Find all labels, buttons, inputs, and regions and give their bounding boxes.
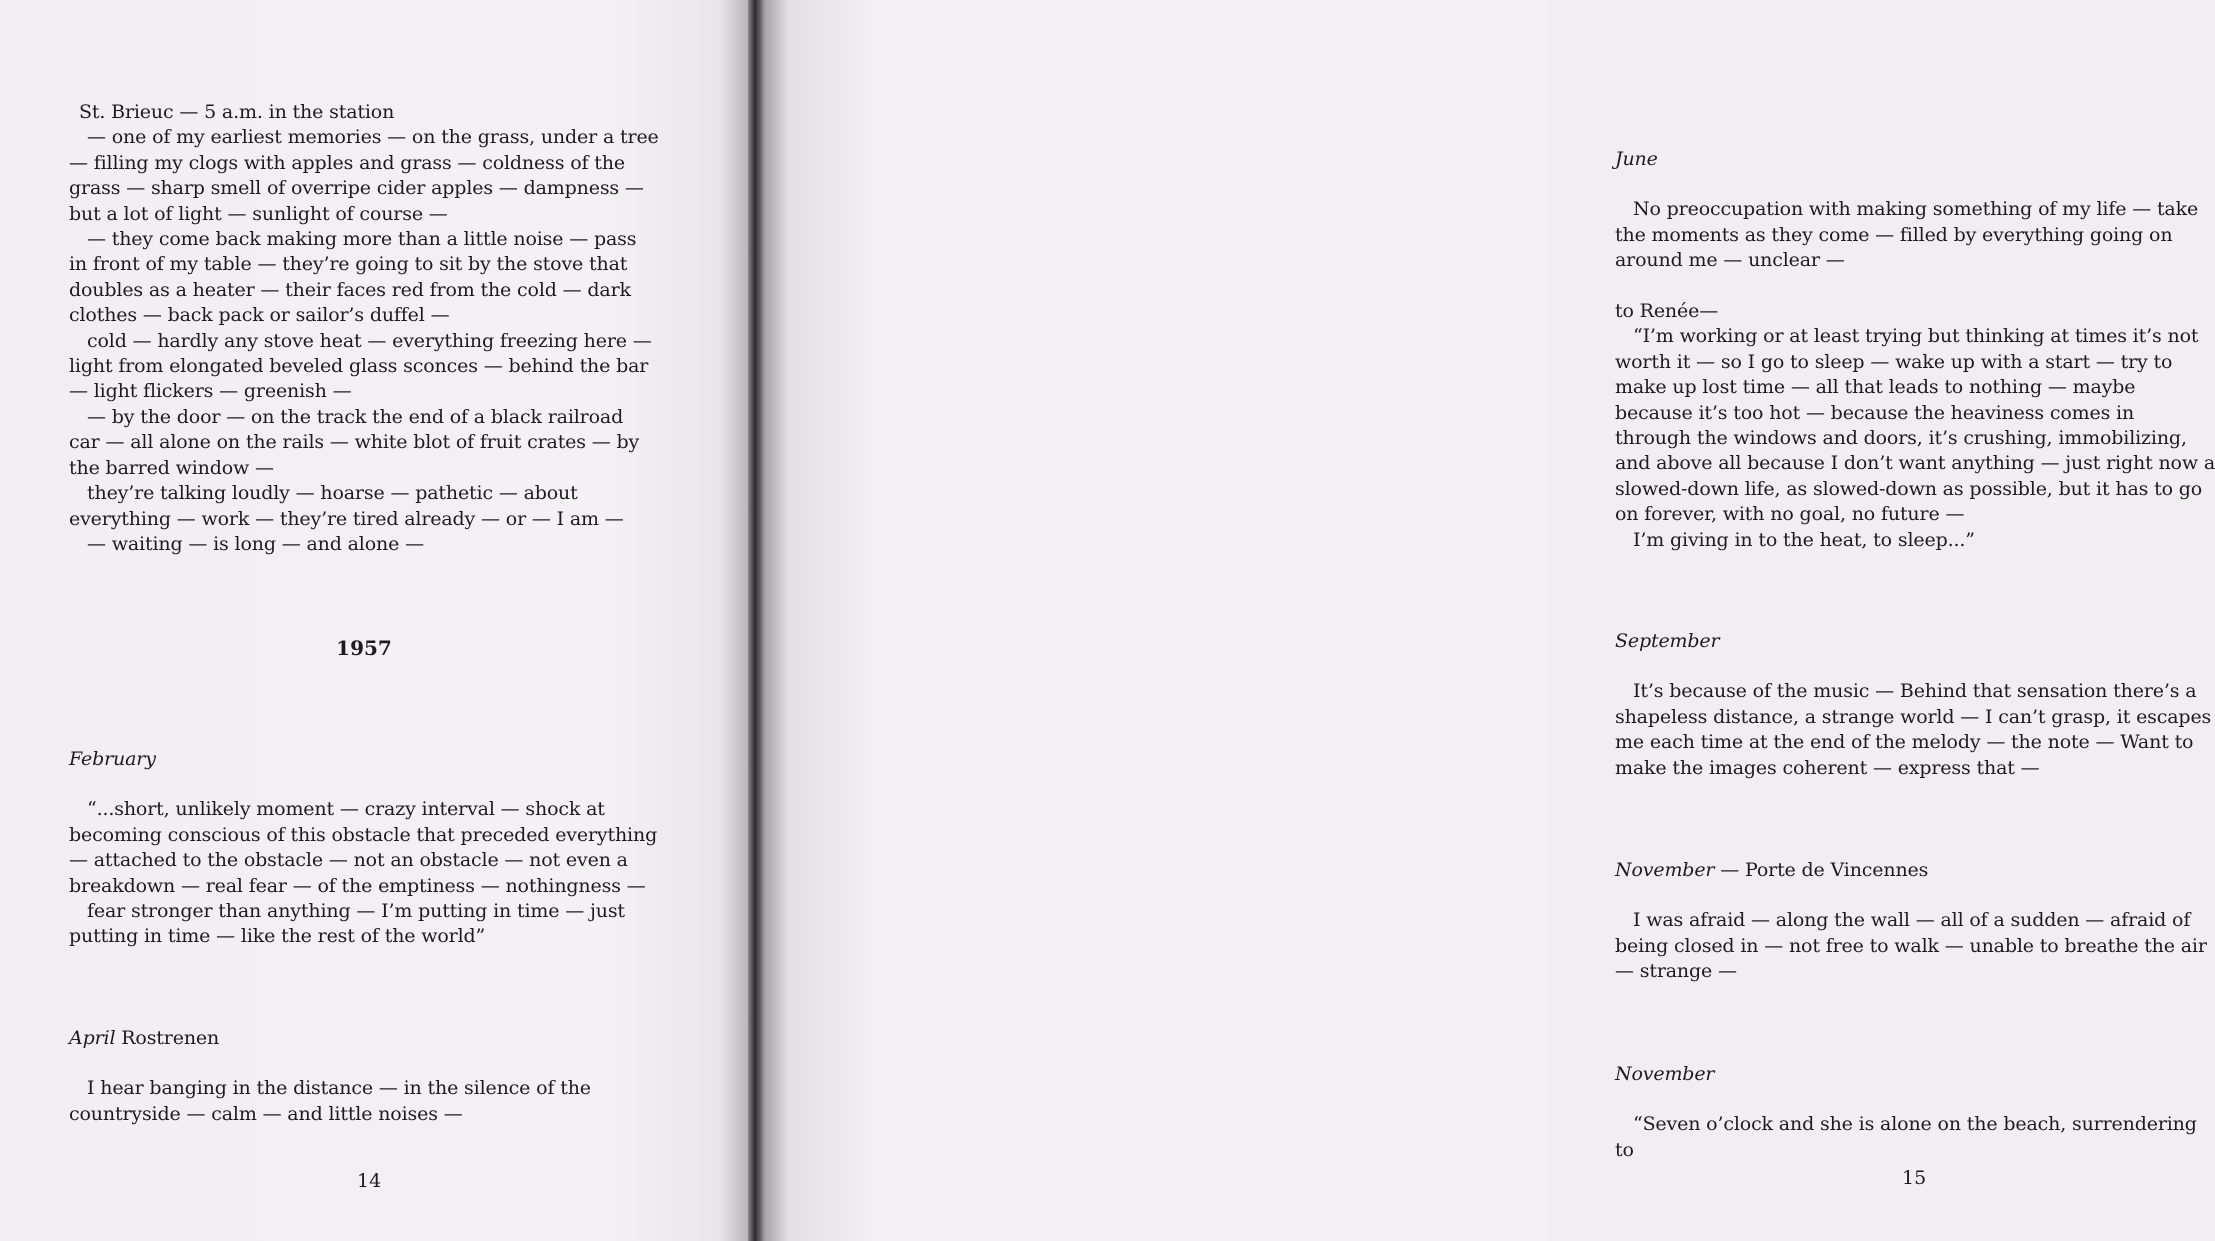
month-heading: February bbox=[69, 748, 156, 770]
page-number: 15 bbox=[1902, 1167, 1927, 1189]
paragraph: — by the door — on the track the end of a black railroad car — all alone on the rails — white blot of fruit crates — by the barred window — bbox=[69, 405, 640, 479]
paragraph: I’m giving in to the heat, to sleep...” bbox=[1633, 528, 1975, 551]
entry-february bbox=[69, 747, 659, 950]
entry-to-renee bbox=[1615, 299, 2215, 553]
paragraph: “...short, unlikely moment — crazy interval — shock at becoming conscious of this obstacle that preceded everything — attached to the obstacle — not an obstacle — not even a breakdown — real fear — of the emptiness — nothingness — bbox=[69, 798, 658, 897]
month-heading: November bbox=[1615, 1063, 1715, 1085]
salutation: to Renée— bbox=[1615, 300, 1719, 322]
entry-november bbox=[1615, 1062, 2215, 1163]
month-name: November bbox=[1615, 859, 1715, 881]
year-heading: 1957 bbox=[336, 636, 392, 660]
entry-june bbox=[1615, 147, 2215, 274]
entry-september bbox=[1615, 629, 2215, 781]
entry-april bbox=[69, 1026, 659, 1127]
month-heading: September bbox=[1615, 630, 1720, 652]
place-name: Rostrenen bbox=[115, 1027, 220, 1049]
month-heading bbox=[1615, 858, 2215, 883]
paragraph: fear stronger than anything — I’m putting in time — just putting in time — like the rest of the world” bbox=[69, 900, 625, 948]
paragraph: I hear banging in the distance — in the silence of the countryside — calm — and little noises — bbox=[69, 1077, 591, 1125]
entry-november-vincennes bbox=[1615, 858, 2215, 985]
place-name: — Porte de Vincennes bbox=[1714, 859, 1929, 881]
paragraph: “I’m working or at least trying but thinking at times it’s not worth it — so I go to sleep — wake up with a start — try to make up lost time — all that leads to nothing — maybe because it’s too hot — because the heaviness comes in through the windows and doors, it’s crushing, immobilizing, and above all because I don’t want anything — just right now a slowed-down life, as slowed-down as possible, but it has to go on forever, with no goal, no future — bbox=[1615, 325, 2215, 526]
page-number: 14 bbox=[357, 1170, 382, 1192]
paragraph: — waiting — is long — and alone — bbox=[87, 532, 424, 555]
entry-st-brieuc bbox=[69, 100, 659, 557]
paragraph: — they come back making more than a little noise — pass in front of my table — they’re going to sit by the stove that doubles as a heater — their faces red from the cold — dark clothes — back pack or sailor’s duffel — bbox=[69, 228, 637, 327]
month-heading: June bbox=[1615, 148, 1658, 170]
book-spine bbox=[748, 0, 762, 1241]
paragraph: I was afraid — along the wall — all of a sudden — afraid of being closed in — not free to walk — unable to breathe the air — strange — bbox=[1615, 909, 2207, 983]
paragraph: cold — hardly any stove heat — everything freezing here — light from elongated beveled glass sconces — behind the bar — light flickers — greenish — bbox=[69, 329, 652, 403]
paragraph: No preoccupation with making something of my life — take the moments as they come — filled by everything going on around me — unclear — bbox=[1615, 198, 2199, 272]
right-page bbox=[757, 0, 2215, 1241]
paragraph: It’s because of the music — Behind that sensation there’s a shapeless distance, a strange world — I can’t grasp, it escapes me each time at the end of the melody — the note — Want to make the images coherent — express that — bbox=[1615, 680, 2212, 779]
paragraph: they’re talking loudly — hoarse — pathetic — about everything — work — they’re tired already — or — I am — bbox=[69, 482, 624, 530]
month-heading bbox=[69, 1026, 659, 1051]
left-page bbox=[0, 0, 757, 1241]
paragraph: St. Brieuc — 5 a.m. in the station bbox=[79, 101, 395, 123]
paragraph: “Seven o’clock and she is alone on the beach, surrendering to bbox=[1615, 1113, 2197, 1161]
month-name: April bbox=[69, 1027, 116, 1049]
paragraph: — one of my earliest memories — on the grass, under a tree — filling my clogs with apples and grass — coldness of the grass — sharp smell of overripe cider apples — dampness — but a lot of light — sunlight of course — bbox=[69, 126, 659, 225]
